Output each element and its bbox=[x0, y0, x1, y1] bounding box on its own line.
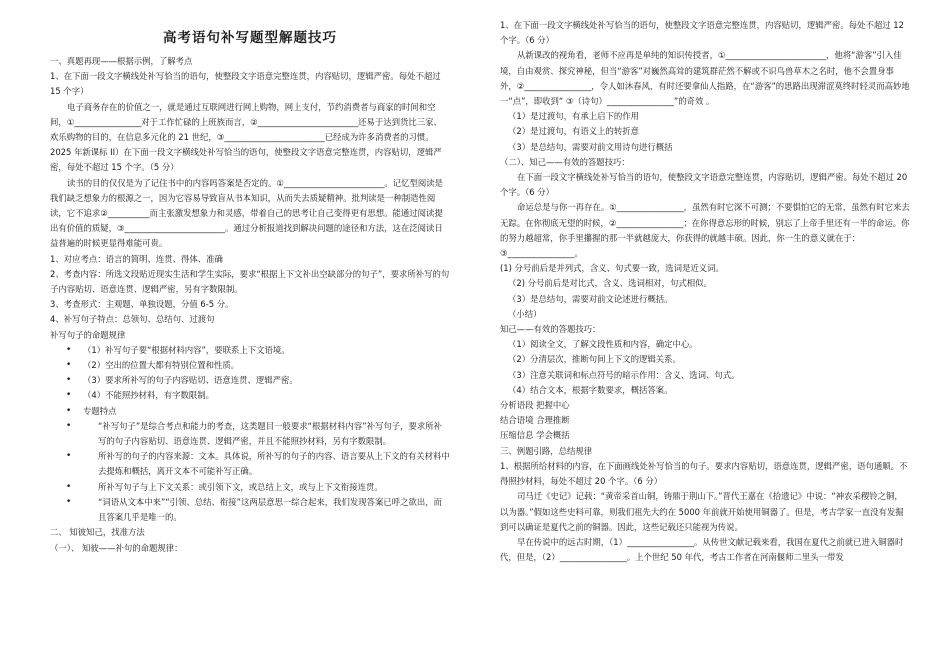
point-2: 2、考查内容：所选文段贴近现实生活和学生实际，要求“根据上下文补出空缺部分的句子”，要求所补写的句子内容贴切、语意连贯、逻辑严密，另有字数限制。 bbox=[50, 268, 450, 295]
feature-item: • “词语从文本中来”“引领、总结、衔接”这两层意思一综合起来，我们发现答案已呼之欲出，而且答案几乎是唯一的。 bbox=[50, 495, 450, 525]
point-4: 4、补写句子特点：总领句、总结句、过渡句 bbox=[50, 314, 215, 325]
rule-item: • （1）补写句子要“根据材料内容”，要联系上下文语境。 bbox=[50, 343, 450, 358]
analysis-item: （1）是过渡句，有承上启下的作用 bbox=[508, 111, 639, 122]
analysis-item: （2) 分号前后是对比式，含义、选词相对，句式相似。 bbox=[508, 278, 712, 289]
document-title: 高考语句补写题型解题技巧 bbox=[163, 30, 337, 46]
rules-heading: 补写句子的命题规律 bbox=[50, 329, 126, 340]
method-line: 分析语段 把握中心 bbox=[500, 400, 570, 411]
tip-item: （2）分清层次，推断句间上下文的逻辑关系。 bbox=[508, 354, 681, 365]
summary-label: （小结） bbox=[508, 308, 542, 319]
left-column bbox=[50, 18, 450, 556]
tip-item: （4）结合文本，根据字数要求，概括答案。 bbox=[508, 384, 673, 395]
analysis-item: (1) 分号前后是并列式，含义、句式要一致，选词是近义词。 bbox=[500, 263, 724, 274]
rule-item: • （4）不能照抄材料，有字数限制。 bbox=[50, 388, 450, 403]
analysis-item: （3）是总结句，需要对前文用诗句进行概括 bbox=[508, 141, 673, 152]
question-1-passage: 电子商务存在的价值之一，就是通过互联网进行网上购物，网上支付，节约消费者与商家的时间和空间，①________________对于工作忙碌的上班族而言，②________________________还易于达到货比三家、欢乐购物的目的，在信息多元化的 21 世纪，③________________________已经成为许多消费者的习惯。 bbox=[50, 101, 442, 143]
right-column bbox=[500, 18, 910, 565]
example-2-prompt: 在下面一段文字横线处补写恰当的语句，使整段文字语意完整连贯，内容贴切，逻辑严密。每处不超过 20 个字。（6 分） bbox=[500, 172, 908, 198]
analysis-item: （3）是总结句，需要对前文论述进行概括。 bbox=[508, 293, 673, 304]
tip-item: （3）注意关联词和标点符号的暗示作用：含义、选词、句式。 bbox=[508, 369, 740, 380]
example-2-passage: 命运总是与你一再存在。①________________，虽然有时它深不可测；不要惧怕它的无常，虽然有时它来去无踪。在你彻底无望的时候，②________________；在你得意忘形的时候，别忘了上帝手里还有一半的命运。你的努力越超常，你手里攥握的那一半就越庞大，你获得的就越丰硕。因此，你一生的意义就在于：③________________。 bbox=[500, 202, 910, 259]
rule-item: • （3）要求所补写的句子内容贴切、语意连贯、逻辑严密。 bbox=[50, 373, 450, 388]
section-heading-3: 三、例题引路，总结规律 bbox=[500, 445, 593, 456]
point-1: 1、对应考点：语言的简明、连贯、得体、准确 bbox=[50, 253, 223, 264]
example-3-passage: 司马迁《史记》记载：“黄帝采首山铜，铸鼎于荆山下。”晋代王嘉在《拾遗记》中说：“神农采稷铃之铜，以为器。”假如这些史料可靠，则我们祖先大约在 5000 年前就开始使用铜器了。但是，考古学家一直没有发掘到可以确证是夏代之前的铜器。因此，这些记载还只能视为传说。 bbox=[500, 491, 904, 532]
feature-item: • “补写句子”是综合考点和能力的考查，这类题目一般要求“根据材料内容”补写句子，要求所补写的句子内容贴切、语意连贯、逻辑严密，并且不能照抄材料，另有字数限制。 bbox=[50, 419, 450, 449]
tips-heading: （二）、知己——有效的答题技巧： bbox=[500, 156, 630, 167]
question-2-prompt: 2025 年新课标 II）在下面一段文字横线处补写恰当的语句，使整段文字语意完整连贯，内容贴切，逻辑严密，每处不超过 15 个字。（5 分） bbox=[50, 147, 442, 173]
tip-item: （1）阅读全文，了解文段性质和内容，确定中心。 bbox=[508, 339, 698, 350]
method-line: 压缩信息 学会概括 bbox=[500, 430, 570, 441]
rule-item: • （2）空出的位置大都有特别位置和性质。 bbox=[50, 358, 450, 373]
point-3: 3、考查形式：主观题、单独设题，分值 6-5 分。 bbox=[50, 299, 234, 310]
example-3-passage-cont: 早在传说中的远古时期，（1）________________。从传世文献记载来看，我国在夏代之前就已进入铜器时代，但是，（2）________________。上个世纪 50 年代，考古工作者在河南偃师二里头一带发 bbox=[500, 536, 904, 563]
example-1-passage: 从新课改的视角看，老师不应再是单纯的知识传授者，①________________________，他将“游客”引入佳境，自由观赏、探究神秘，但当“游客”对巍然高耸的建筑群茫然不解或不识鸟兽草木之名时，他不会置身事外，②________________，令人如沐春风，有时还要拿仙人指路，在“游客”的思路出现滞涩莫终时轻灵而高妙地一“点”，即收到“ ③（诗句）________________”的奇效 。 bbox=[500, 50, 910, 107]
example-3-prompt: 1、根据所给材料的内容，在下面画线处补写恰当的句子。要求内容贴切，语意连贯，逻辑严密，语句通顺。不得照抄材料，每处不超过 20 个字。（6 分） bbox=[500, 460, 908, 487]
subsection-heading: （一）、 知彼——补句的命题规律： bbox=[50, 542, 183, 553]
feature-item: • 所补写的句子的内容来源：文本。具体说，所补写的句子的内容、语言要从上下文的有关材料中去提炼和概括，离开文本不可能补写正确。 bbox=[50, 449, 450, 479]
feature-item: • 所补写句子与上下文关系：或引领下文，或总结上文，或与上下文衔接连贯。 bbox=[50, 480, 450, 495]
question-2-passage: 读书的目的仅仅是为了记住书中的内容吗答案是否定的。①________________________。记忆型阅读是我们缺乏想象力的根源之一，因为它容易导致盲从书本知识，从而失去质疑精神。批判读是一种制造性阅读，它不追求②__________而主张激发想象力和灵感，带着自己的思考让自己变得更有思想。能通过阅读提出有价值的质疑，③________________________。通过分析报道找到解决问题的途径和方法，这在泛阅读日益普遍的时候更显得难能可贵。 bbox=[50, 177, 444, 249]
section-heading-2: 二、 知彼知己，找准方法 bbox=[50, 527, 145, 538]
analysis-item: （2）是过渡句，有语义上的转折意 bbox=[508, 126, 639, 137]
section-heading-1: 一、真题再现——根据示例，了解考点 bbox=[50, 56, 193, 66]
method-line: 结合语境 合理推断 bbox=[500, 415, 570, 426]
feature-heading: • 专题特点 bbox=[50, 404, 450, 419]
tips-heading-2: 知己——有效的答题技巧： bbox=[500, 324, 601, 335]
example-1-prompt: 1、在下面一段文字横线处补写恰当的语句，使整段文字语意完整连贯，内容贴切，逻辑严密。每处不超过 12 个字。（6 分） bbox=[500, 20, 904, 46]
question-1-prompt: 1、在下面一段文字横线处补写恰当的语句，使整段文字语意完整连贯，内容贴切，逻辑严密。每处不超过 15 个字） bbox=[50, 71, 441, 97]
